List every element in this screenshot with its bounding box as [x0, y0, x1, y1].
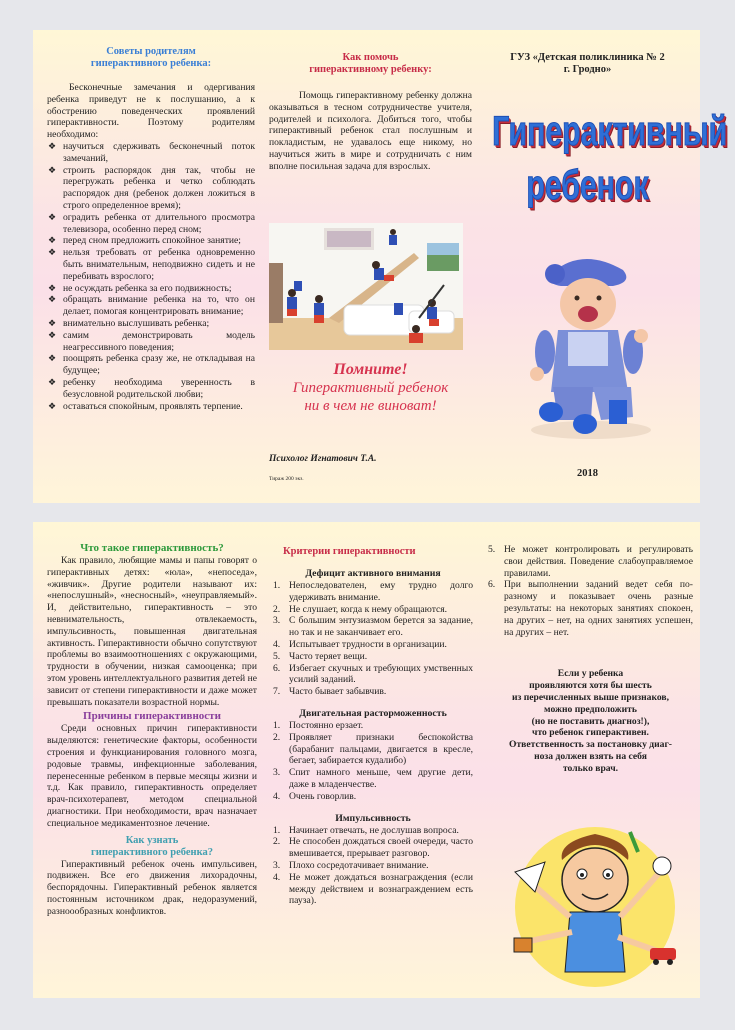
advice-text: строить распорядок дня так, чтобы не перегружать ребенка и четко соблюдать распорядок дня (ребенок должен ложиться в строго определенное время);	[63, 164, 255, 211]
criteria-item	[273, 650, 473, 663]
heading-line: гиперактивному ребенку:	[309, 64, 432, 75]
criteria-item	[273, 731, 473, 767]
criteria-item	[273, 580, 473, 604]
conclusion-line: проявляются хотя бы шесть	[529, 680, 652, 692]
causes-heading: Причины гиперактивности	[83, 710, 221, 723]
conclusion-line: ноза должен взять на себя	[534, 750, 647, 762]
diamond-bullet-icon: ❖	[48, 400, 57, 411]
advice-text: самим демонстрировать модель неагрессивного поведения;	[63, 329, 255, 353]
heading-line: Как узнать	[125, 834, 179, 846]
criteria-item	[273, 767, 473, 791]
diamond-bullet-icon: ❖	[48, 376, 57, 387]
criteria-list	[273, 825, 473, 908]
advice-item	[48, 140, 255, 165]
advice-item	[48, 211, 255, 236]
item-number: 6.	[273, 662, 281, 674]
advice-text: перед сном предложить спокойное занятие;	[63, 235, 241, 247]
criteria-text: Не может контролировать и регулировать свои действия. Поведение слабоуправляемое правилами.	[504, 544, 693, 579]
criteria-text: Постоянно ерзает.	[289, 719, 364, 731]
causes-text: Среди основных причин гиперактивности выделяются: генетические факторы, особенности строения и функцианирования головного мозга, родовые травмы, инфекционные заболевания, перенесенные ребенком в первые месяцы жизни и т.д. Как правило, гиперактивность определяет врач-психотерапевт, методом специальной диагностики. При необходимости, врач назначает специальное медикаментозное лечение.	[47, 723, 257, 829]
diamond-bullet-icon: ❖	[48, 211, 57, 222]
cartoon-busy-boy	[510, 812, 680, 992]
parents-advice-heading	[47, 46, 255, 70]
title-line: Гиперактивный	[492, 107, 728, 154]
parents-advice-intro: Бесконечные замечания и одергивания ребенка приведут не к послушанию, а к обострению поведенческих проявлений гиперактивности. Поэтому родителям необходимо:	[47, 82, 255, 141]
diamond-bullet-icon: ❖	[48, 164, 57, 175]
advice-item	[48, 329, 255, 354]
diamond-bullet-icon: ❖	[48, 317, 57, 328]
heading-line: гиперактивного ребенка?	[91, 846, 213, 858]
criteria-item	[488, 544, 693, 579]
photo-multiple-running-boy	[269, 223, 463, 350]
criteria-text: Плохо сосредотачивает внимание.	[289, 859, 429, 871]
conclusion-line: что ребенок гиперактивен.	[532, 727, 649, 739]
item-number: 7.	[273, 686, 281, 698]
advice-item	[48, 376, 255, 401]
advice-text: ребенку необходима уверенность в безусловной родительской любви;	[63, 376, 255, 400]
recognize-text: Гиперактивный ребенок очень импульсивен, подвижен. Все его движения лихорадочны, беспорядочны. Гиперактивный ребенок является постоянным источником драк, недоразумений, разноообразных конфликтов.	[47, 858, 257, 917]
criteria-list	[273, 580, 473, 698]
criteria-text: Спит намного меньше, чем другие дети, даже в младенчестве.	[289, 767, 473, 790]
advice-item	[48, 400, 255, 413]
conclusion-line: Ответственность за постановку диаг-	[509, 739, 672, 751]
advice-item	[48, 294, 255, 318]
criteria-text: Очень говорлив.	[289, 790, 357, 802]
item-number: 1.	[273, 719, 281, 731]
item-number: 4.	[273, 871, 281, 883]
advice-item	[48, 353, 255, 377]
criteria-group-title: Импульсивность	[335, 812, 411, 824]
remember-line: Гиперактивный ребенок	[292, 380, 449, 396]
remember-block	[269, 360, 472, 415]
criteria-item	[273, 603, 473, 616]
criteria-item	[273, 871, 473, 907]
criteria-groups	[273, 568, 473, 907]
conclusion-line: Если у ребенка	[557, 668, 624, 680]
advice-text: поощрять ребенка сразу же, не откладывая на будущее;	[63, 353, 255, 377]
advice-text: не осуждать ребенка за его подвижность;	[63, 282, 232, 294]
criteria-item	[273, 824, 473, 837]
criteria-continued-list	[488, 544, 693, 638]
diamond-bullet-icon: ❖	[48, 353, 57, 364]
org-line: ГУЗ «Детская поликлиника № 2	[510, 52, 665, 63]
help-column	[269, 30, 472, 503]
criteria-text: Не может дождаться вознаграждения (если между действием и вознаграждением есть пауза).	[289, 871, 473, 907]
criteria-item	[273, 836, 473, 860]
help-heading	[269, 52, 472, 76]
print-run: Тираж 200 экз.	[269, 476, 304, 482]
criteria-item	[273, 638, 473, 651]
diamond-bullet-icon: ❖	[48, 247, 57, 258]
item-number: 4.	[273, 790, 281, 802]
item-number: 3.	[273, 615, 281, 627]
criteria-text: С большим энтузиазмом берется за задание, но так и не заканчивает его.	[289, 615, 473, 639]
cartoon-boy-illustration	[510, 812, 680, 992]
item-number: 3.	[273, 767, 281, 779]
criteria-group	[273, 708, 473, 803]
criteria-item	[273, 686, 473, 698]
criteria-group-title: Дефицит активного внимания	[305, 568, 441, 579]
photo-laughing-baby	[513, 252, 663, 442]
advice-text: обращать внимание ребенка на то, что он делает, помогая концентрировать внимание;	[63, 294, 255, 318]
diamond-bullet-icon: ❖	[48, 140, 57, 151]
diamond-bullet-icon: ❖	[48, 235, 57, 246]
diamond-bullet-icon: ❖	[48, 329, 57, 340]
diamond-bullet-icon: ❖	[48, 294, 57, 305]
criteria-column	[273, 522, 473, 998]
criteria-text: Непоследователен, ему трудно долго удерживать внимание.	[289, 580, 473, 603]
publication-year: 2018	[577, 468, 598, 479]
organization-name	[485, 52, 690, 76]
conclusion-line: можно предположить	[544, 703, 637, 715]
item-number: 1.	[273, 580, 281, 591]
advice-item	[48, 247, 255, 282]
conclusion-block	[488, 668, 693, 774]
baby-photo-illustration	[513, 252, 663, 442]
parents-advice-column	[47, 30, 255, 503]
item-number: 5.	[273, 650, 281, 662]
author-signature: Психолог Игнатович Т.А.	[269, 454, 377, 464]
what-is-column	[47, 522, 257, 998]
heading-line: Советы родителям	[106, 46, 196, 57]
criteria-item	[273, 662, 473, 687]
criteria-item	[273, 859, 473, 872]
item-number: 3.	[273, 859, 281, 871]
criteria-text: При выполнении заданий ведет себя по-разному и показывает очень разные результаты: на некоторых занятиях спокоен, на других – нет, на одних занятиях успешен, на других – нет.	[504, 579, 693, 638]
item-number: 5.	[488, 544, 496, 555]
criteria-item	[273, 719, 473, 732]
criteria-text: Не способен дождаться своей очереди, часто вмешивается, прерывает разговор.	[289, 836, 473, 860]
remember-title: Помните!	[333, 361, 408, 378]
criteria-item	[488, 579, 693, 638]
heading-line: Как помочь	[342, 52, 399, 63]
criteria-text: Часто бывает забывчив.	[289, 686, 387, 698]
parents-advice-list	[47, 141, 255, 412]
cover-column	[485, 30, 728, 503]
advice-text: внимательно выслушивать ребенка;	[63, 317, 210, 329]
criteria-text: Не слушает, когда к нему обращаются.	[289, 603, 448, 615]
advice-item	[48, 235, 255, 247]
advice-text: оставаться спокойным, проявлять терпение.	[63, 400, 243, 412]
criteria-text: Часто теряет вещи.	[289, 650, 368, 662]
brochure-outer-side	[33, 30, 728, 503]
criteria-text: Проявляет признаки беспокойства (барабанит пальцами, двигается в кресле, бегает, забирается кудалибо)	[289, 731, 473, 767]
item-number: 1.	[273, 824, 281, 836]
advice-item	[48, 164, 255, 212]
heading-line: гиперактивного ребенка:	[90, 58, 212, 69]
criteria-group	[273, 813, 473, 908]
criteria-list	[273, 720, 473, 803]
item-number: 6.	[488, 579, 496, 591]
title-line: ребенок	[526, 161, 649, 208]
advice-text: оградить ребенка от длительного просмотра телевизора, особенно перед сном;	[63, 211, 255, 235]
criteria-item	[273, 790, 473, 803]
criteria-heading: Критерии гиперактивности	[283, 546, 416, 557]
remember-line: ни в чем не виноват!	[304, 398, 437, 414]
advice-text: научиться сдерживать бесконечный поток замечаний,	[63, 140, 255, 164]
criteria-group	[273, 568, 473, 698]
recognize-heading	[47, 835, 257, 859]
help-text: Помощь гиперактивному ребенку должна оказываться в тесном сотрудничестве учителя, родителей и психолога. Добиться того, чтобы гиперактивный ребенок стал послушным и покладистым, не удавалось еще никому, но научиться жить в мире и сотрудничать с ним вполне посильная задача для взрослых.	[269, 90, 472, 172]
conclusion-line: (но не поставить диагноз!),	[531, 715, 650, 727]
conclusion-line: только врач.	[562, 762, 619, 774]
advice-text: нельзя требовать от ребенка одновременно быть внимательным, неподвижно сидеть и не перебивать взрослого;	[63, 247, 255, 282]
criteria-continued-column	[488, 522, 693, 998]
org-line: г. Гродно»	[563, 64, 612, 75]
criteria-item	[273, 615, 473, 639]
running-boy-photo-illustration	[269, 223, 463, 350]
criteria-text: Начинает отвечать, не дослушав вопроса.	[289, 824, 459, 836]
conclusion-line: из перечисленных выше признаков,	[511, 691, 670, 703]
what-is-text: Как правило, любящие мамы и папы говорят о гиперактивных детях: «юла», «непоседа», «живчик». Другие родители называют их: «непослушный», «несносный», «неуправляемый». И, действительно, гиперактивность – это невнимательность, отвлекаемость, импульсивность, повышенная двигательная активность. Гиперактивности обычно сопутствуют проблемы во взаимоотношениях с окружающими, трудности в обучении, низкая самооценка; при этом уровень интеллектуального развития детей не зависит от степени гиперактивности и даже может превышать показатели возрастной нормы.	[47, 555, 257, 708]
advice-item	[48, 282, 255, 295]
criteria-text: Испытывает трудности в организации.	[289, 638, 447, 650]
diamond-bullet-icon: ❖	[48, 282, 57, 293]
item-number: 2.	[273, 731, 281, 743]
criteria-group-title: Двигательная расторможенность	[299, 707, 447, 719]
item-number: 2.	[273, 836, 281, 848]
what-is-heading: Что такое гиперактивность?	[80, 542, 224, 554]
item-number: 2.	[273, 603, 281, 615]
advice-item	[48, 317, 255, 330]
brochure-inner-side	[33, 522, 700, 998]
criteria-text: Избегает скучных и требующих умственных усилий заданий.	[289, 662, 473, 686]
item-number: 4.	[273, 638, 281, 650]
cover-title	[455, 107, 728, 208]
